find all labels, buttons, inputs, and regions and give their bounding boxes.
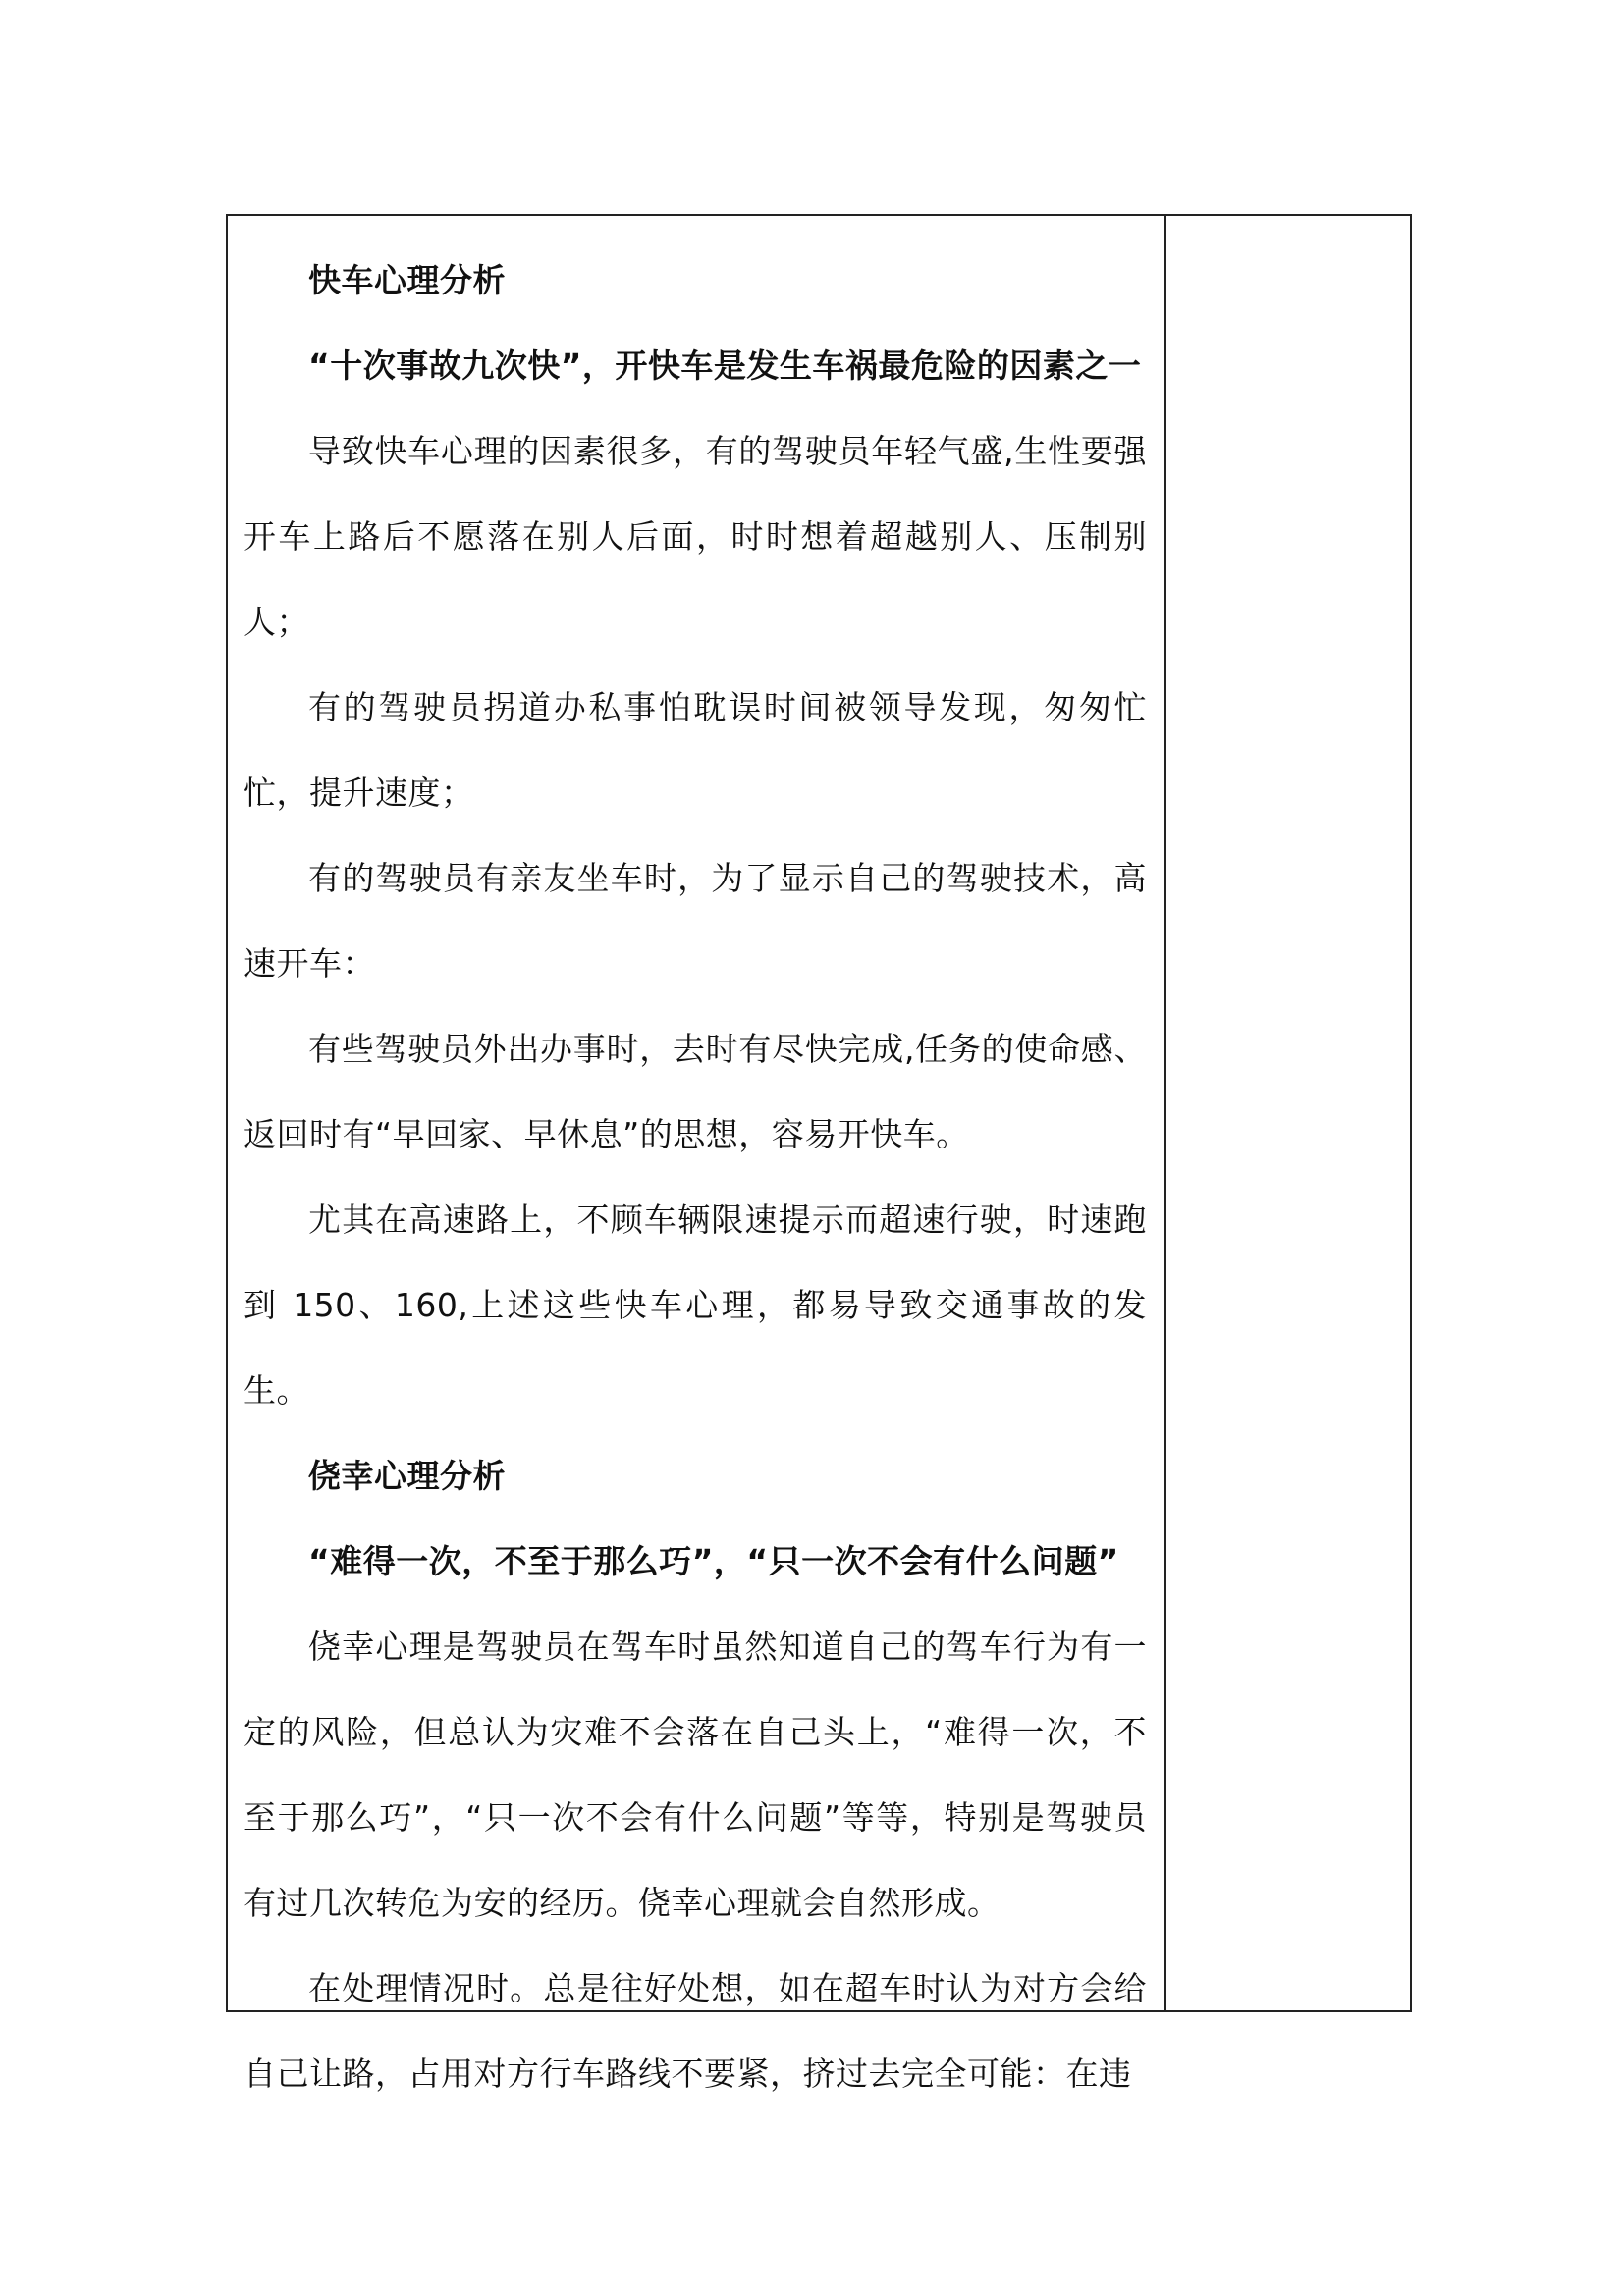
paragraph-speeding-4: 有些驾驶员外出办事时，去时有尽快完成,任务的使命感、返回时有“早回家、早休息”的思想，容易开快车。 xyxy=(243,1030,1147,1153)
document-table xyxy=(226,214,1412,2093)
paragraph-luck-2: 在处理情况时。总是往好处想，如在超车时认为对方会给自己让路，占用对方行车路线不要紧，挤过去完全可能：在违 xyxy=(243,1969,1147,2093)
paragraph-speeding-3: 有的驾驶员有亲友坐车时，为了显示自己的驾驶技术，高速开车： xyxy=(243,859,1147,983)
section-subheading-speeding: “十次事故九次快”，开快车是发生车祸最危险的因素之一 xyxy=(308,347,1142,385)
paragraph-speeding-2: 有的驾驶员拐道办私事怕耽误时间被领导发现，匆匆忙忙，提升速度； xyxy=(243,688,1147,812)
paragraph-luck-1: 侥幸心理是驾驶员在驾车时虽然知道自己的驾车行为有一定的风险，但总认为灾难不会落在自己头上，“难得一次，不至于那么巧”，“只一次不会有什么问题”等等，特别是驾驶员有过几次转危为安的经历。侥幸心理就会自然形成。 xyxy=(243,1628,1147,1922)
section-subheading-luck: “难得一次，不至于那么巧”，“只一次不会有什么问题” xyxy=(308,1542,1119,1580)
section-heading-speeding: 快车心理分析 xyxy=(308,261,506,299)
section-heading-luck: 侥幸心理分析 xyxy=(308,1457,506,1495)
side-empty-cell xyxy=(1166,216,1412,2010)
main-content-cell xyxy=(243,238,1147,2116)
paragraph-speeding-5: 尤其在高速路上，不顾车辆限速提示而超速行驶，时速跑到 150、160,上述这些快车心理，都易导致交通事故的发生。 xyxy=(243,1201,1147,1410)
paragraph-speeding-1: 导致快车心理的因素很多，有的驾驶员年轻气盛,生性要强开车上路后不愿落在别人后面，时时想着超越别人、压制别人； xyxy=(243,432,1147,641)
